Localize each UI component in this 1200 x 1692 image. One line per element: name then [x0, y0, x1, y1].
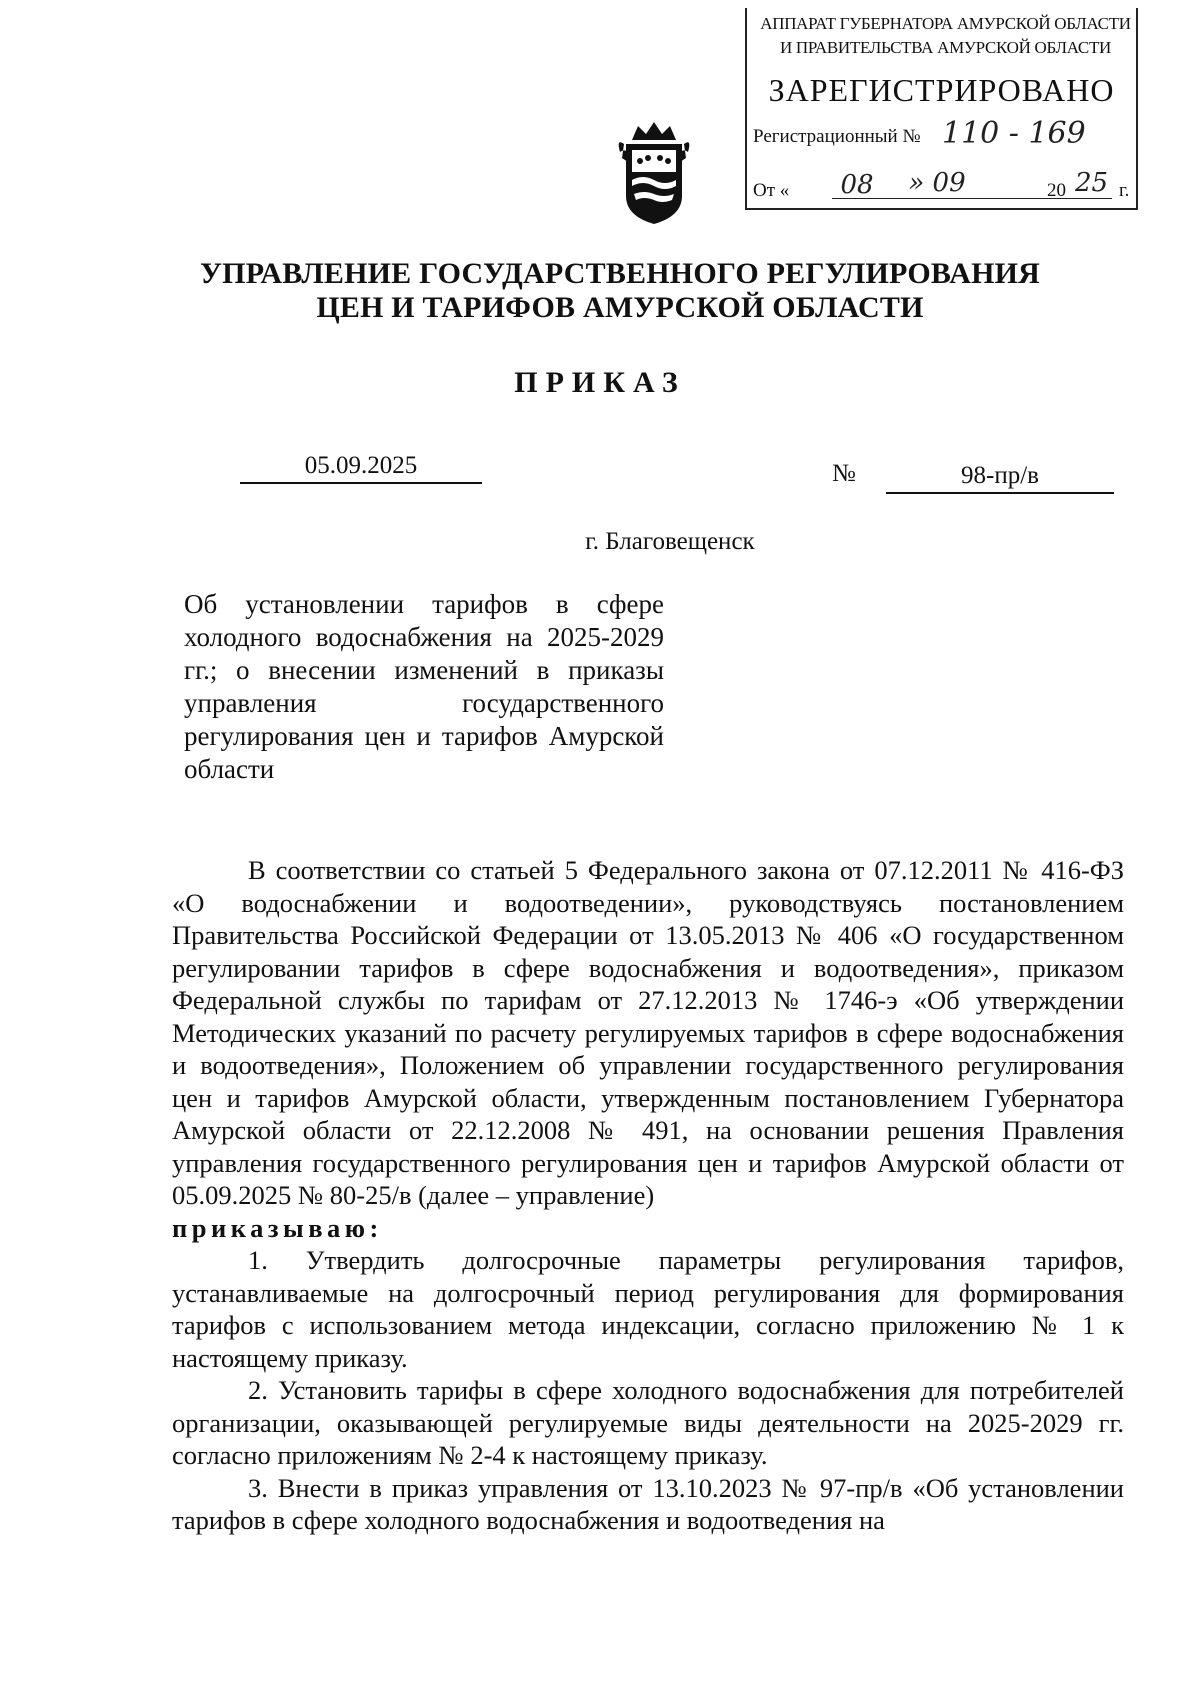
stamp-title: ЗАРЕГИСТРИРОВАНО	[768, 72, 1115, 108]
coat-of-arms-icon	[612, 118, 696, 228]
number-sign: №	[832, 460, 856, 487]
city: г. Благовещенск	[585, 528, 755, 555]
stamp-reg-label: Регистрационный №	[753, 126, 921, 147]
stamp-year-prefix: 20	[1047, 180, 1066, 201]
stamp-from-label: От «	[753, 180, 790, 201]
order-item-3: 3. Внести в приказ управления от 13.10.2023 № 97-пр/в «Об установлении тарифов в сфере холодного водоснабжения и водоотведения на	[172, 1472, 1124, 1535]
document-type-title: ПРИКАЗ	[514, 366, 686, 399]
stamp-month-value: 09	[932, 168, 966, 198]
order-item-1: 1. Утвердить долгосрочные параметры регулирования тарифов, устанавливаемые на долгосрочный период регулирования для формирования тарифов с использованием метода индексации, согласно приложению № 1 к настоящему приказу.	[172, 1245, 1124, 1373]
stamp-year-g: г.	[1119, 180, 1130, 201]
order-word: приказываю:	[172, 1212, 383, 1243]
stamp-month-sep: »	[908, 168, 925, 198]
stamp-date-underline	[832, 198, 1112, 199]
org-name-line-2: ЦЕН И ТАРИФОВ АМУРСКОЙ ОБЛАСТИ	[316, 291, 924, 324]
stamp-reg-number: 110 - 169	[942, 116, 1086, 151]
order-number: 98-пр/в	[886, 462, 1114, 494]
stamp-month	[902, 168, 972, 198]
preamble-paragraph: В соответствии со статьей 5 Федерального закона от 07.12.2011 № 416-ФЗ «О водоснабжении и водоотведении», руководствуясь постановлением Правительства Российской Федерации от 13.05.2013 № 406 «О государственном регулировании тарифов в сфере водоснабжения и водоотведения», приказом Федеральной службы по тарифам от 27.12.2013 № 1746-э «Об утверждении Методических указаний по расчету регулируемых тарифов в сфере водоснабжения и водоотведения», Положением об управлении государственного регулирования цен и тарифов Амурской области, утвержденным постановлением Губернатора Амурской области от 22.12.2008 № 491, на основании решения Правления управления государственного регулирования цен и тарифов Амурской области от 05.09.2025 № 80-25/в (далее – управление)	[172, 855, 1124, 1210]
order-body	[172, 854, 1124, 1537]
stamp-year-suffix: 25	[1075, 168, 1109, 198]
order-item-2: 2. Установить тарифы в сфере холодного водоснабжения для потребителей организации, оказывающей регулируемые виды деятельности на 2025-2029 гг. согласно приложениям № 2-4 к настоящему приказу.	[172, 1375, 1124, 1470]
registration-stamp	[745, 8, 1138, 210]
stamp-line-1: АППАРАТ ГУБЕРНАТОРА АМУРСКОЙ ОБЛАСТИ	[760, 14, 1131, 33]
stamp-day: 08	[840, 170, 874, 200]
org-name-line-1: УПРАВЛЕНИЕ ГОСУДАРСТВЕННОГО РЕГУЛИРОВАНИЯ	[199, 257, 1041, 290]
stamp-line-2: И ПРАВИТЕЛЬСТВА АМУРСКОЙ ОБЛАСТИ	[779, 38, 1112, 57]
order-date: 05.09.2025	[240, 452, 482, 484]
order-subject: Об установлении тарифов в сфере холодного водоснабжения на 2025-2029 гг.; о внесении изменений в приказы управления государственного регулирования цен и тарифов Амурской области	[184, 589, 664, 784]
